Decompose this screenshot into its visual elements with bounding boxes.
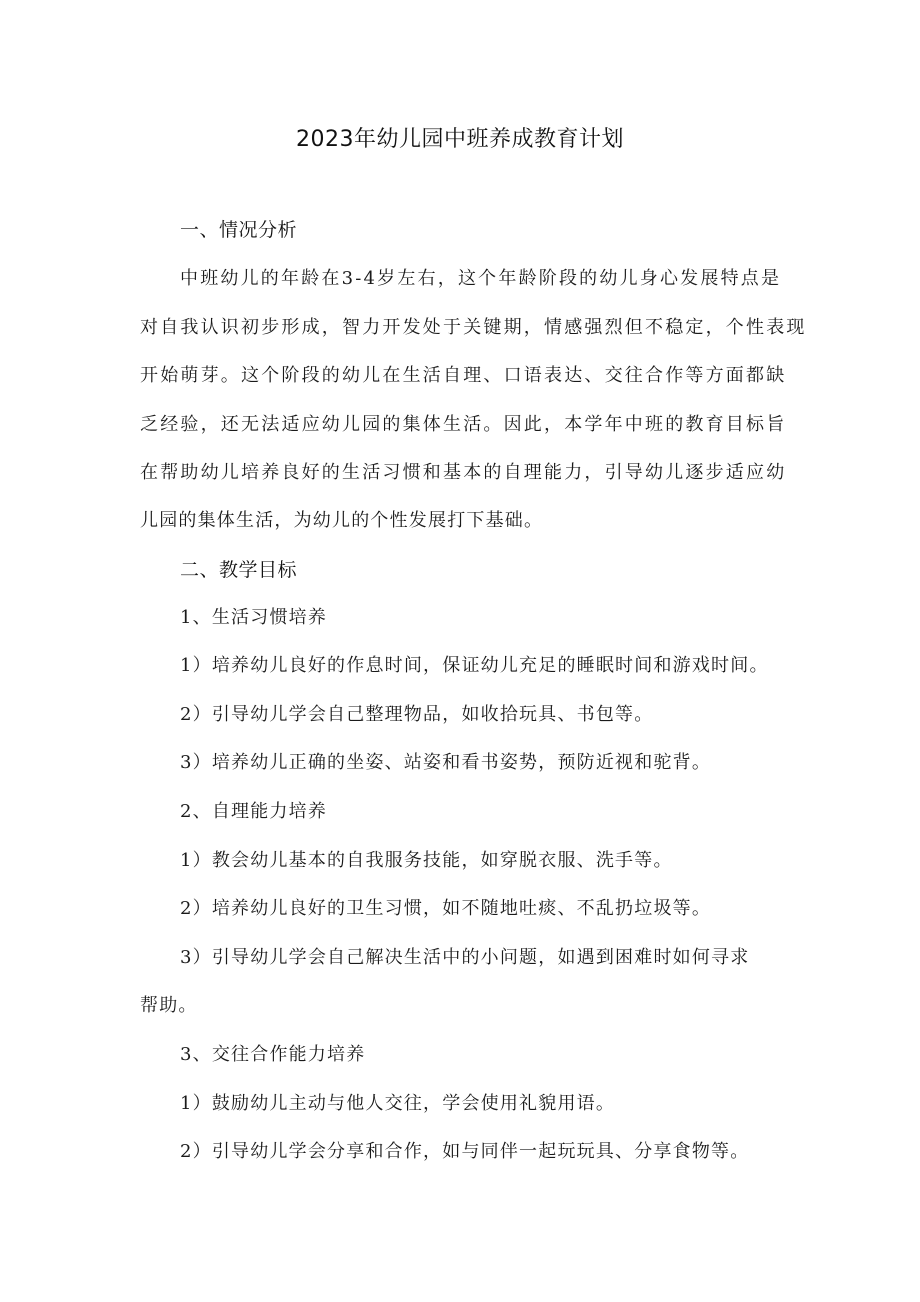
list-item: 1）鼓励幼儿主动与他人交往，学会使用礼貌用语。 [180,1093,616,1114]
list-item: 3）培养幼儿正确的坐姿、站姿和看书姿势，预防近视和驼背。 [180,752,712,773]
paragraph-line: 开始萌芽。这个阶段的幼儿在生活自理、口语表达、交往合作等方面都缺 [140,365,787,386]
paragraph-line: 乏经验，还无法适应幼儿园的集体生活。因此，本学年中班的教育目标旨 [140,414,787,435]
subsection-heading-social: 3、交往合作能力培养 [180,1044,366,1065]
list-item: 1）教会幼儿基本的自我服务技能，如穿脱衣服、洗手等。 [180,850,673,871]
subsection-heading-habits: 1、生活习惯培养 [180,607,328,628]
paragraph-line: 中班幼儿的年龄在3-4岁左右，这个年龄阶段的幼儿身心发展特点是 [180,268,782,289]
list-item: 2）引导幼儿学会自己整理物品，如收拾玩具、书包等。 [180,704,654,725]
paragraph-line: 儿园的集体生活，为幼儿的个性发展打下基础。 [140,510,544,531]
section-heading-analysis: 一、情况分析 [180,219,298,241]
list-item: 3）引导幼儿学会自己解决生活中的小问题，如遇到困难时如何寻求 [180,947,750,968]
paragraph-line: 在帮助幼儿培养良好的生活习惯和基本的自理能力，引导幼儿逐步适应幼 [140,462,787,483]
list-item: 1）培养幼儿良好的作息时间，保证幼儿充足的睡眠时间和游戏时间。 [180,655,769,676]
list-item-continuation: 帮助。 [140,995,198,1016]
document-title: 2023年幼儿园中班养成教育计划 [296,127,624,152]
list-item: 2）培养幼儿良好的卫生习惯，如不随地吐痰、不乱扔垃圾等。 [180,898,712,919]
list-item: 2）引导幼儿学会分享和合作，如与同伴一起玩玩具、分享食物等。 [180,1141,750,1162]
paragraph-line: 对自我认识初步形成，智力开发处于关键期，情感强烈但不稳定，个性表现 [140,317,807,338]
subsection-heading-self-care: 2、自理能力培养 [180,801,328,822]
section-heading-goals: 二、教学目标 [180,559,298,581]
